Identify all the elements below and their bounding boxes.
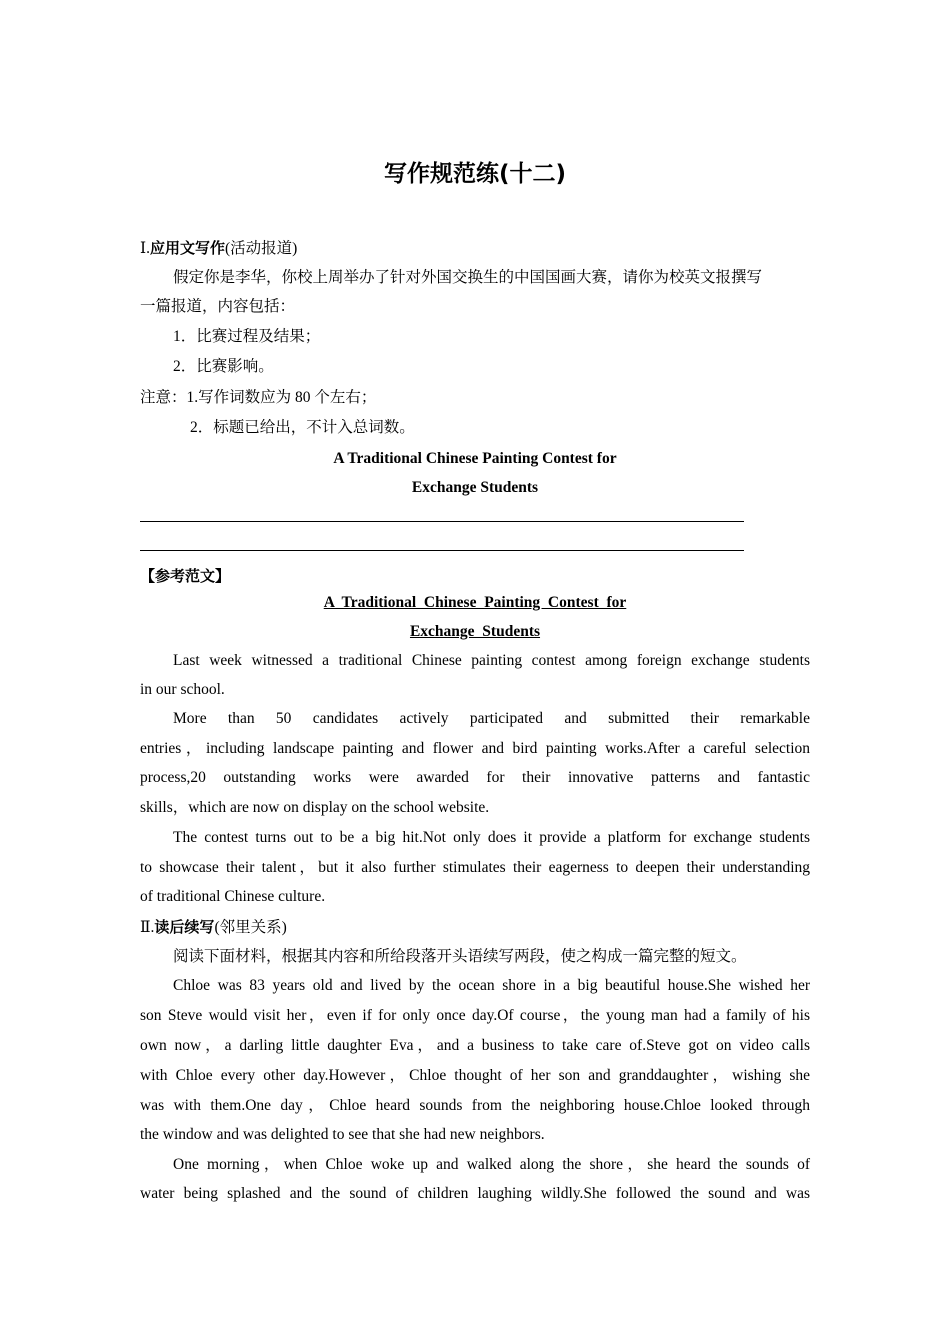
reference-title-line: A Traditional Chinese Painting Contest for	[323, 594, 627, 611]
story-text-line: One morning，when Chloe woke up and walked along the shore，she heard the sounds of	[173, 1156, 810, 1173]
section1-heading-text: 应用文写作	[150, 239, 226, 257]
section2-heading-note: (邻里关系)	[214, 919, 287, 936]
section1-note: 2．标题已给出，不计入总词数。	[190, 419, 415, 436]
story-text-line: Chloe was 83 years old and lived by the ocean shore in a big beautiful house.She wished her	[173, 977, 810, 994]
story-text-line: was with them.One day，Chloe heard sounds from the neighboring house.Chloe looked through	[140, 1097, 810, 1114]
reference-text-line: Last week witnessed a traditional Chinese painting contest among foreign exchange students	[173, 652, 810, 669]
story-text-line: son Steve would visit her，even if for only once day.Of course，the young man had a family of his	[140, 1007, 810, 1024]
section1-numeral: Ⅰ.	[140, 240, 150, 257]
story-text-line: the window and was delighted to see that she had new neighbors.	[140, 1126, 545, 1143]
reference-text-line: of traditional Chinese culture.	[140, 888, 326, 905]
section2-instruction: 阅读下面材料，根据其内容和所给段落开头语续写两段，使之构成一篇完整的短文。	[173, 948, 747, 965]
section2-heading-text: 读后续写	[154, 918, 215, 936]
section1-prompt-line: 假定你是李华，你校上周举办了针对外国交换生的中国国画大赛，请你为校英文报撰写	[173, 269, 763, 286]
essay-title-line: Exchange Students	[411, 479, 539, 496]
essay-title-line: A Traditional Chinese Painting Contest for	[333, 450, 617, 467]
answer-line	[140, 521, 744, 522]
page-title: 写作规范练(十二)	[383, 161, 567, 187]
story-text-line: water being splashed and the sound of children laughing wildly.She followed the sound and was	[140, 1185, 810, 1202]
answer-line	[140, 550, 744, 551]
section2-numeral: Ⅱ.	[140, 919, 155, 936]
section1-item: 2．比赛影响。	[173, 358, 274, 375]
section1-note: 注意：1.写作词数应为 80 个左右；	[140, 389, 377, 406]
reference-text-line: entries，including landscape painting and flower and bird painting works.After a careful selection	[140, 740, 810, 757]
section1-heading	[140, 238, 810, 259]
reference-text-line: to showcase their talent，but it also further stimulates their eagerness to deepen their understanding	[140, 859, 810, 876]
reference-text-line: The contest turns out to be a big hit.Not only does it provide a platform for exchange students	[173, 829, 810, 846]
reference-label: 【参考范文】	[140, 567, 231, 585]
section1-heading-note: (活动报道)	[225, 240, 298, 257]
reference-text-line: More than 50 candidates actively participated and submitted their remarkable	[173, 710, 810, 727]
section1-item: 1．比赛过程及结果；	[173, 328, 321, 345]
reference-text-line: skills，which are now on display on the school website.	[140, 799, 490, 816]
story-text-line: own now，a darling little daughter Eva，and a business to take care of.Steve got on video calls	[140, 1037, 810, 1054]
reference-text-line: in our school.	[140, 681, 225, 698]
reference-title-line: Exchange Students	[409, 623, 541, 640]
section1-prompt-line: 一篇报道，内容包括：	[140, 298, 296, 315]
section2-heading	[140, 917, 810, 938]
reference-text-line: process,20 outstanding works were awarded for their innovative patterns and fantastic	[140, 769, 810, 786]
story-text-line: with Chloe every other day.However，Chloe thought of her son and granddaughter，wishing she	[140, 1067, 810, 1084]
